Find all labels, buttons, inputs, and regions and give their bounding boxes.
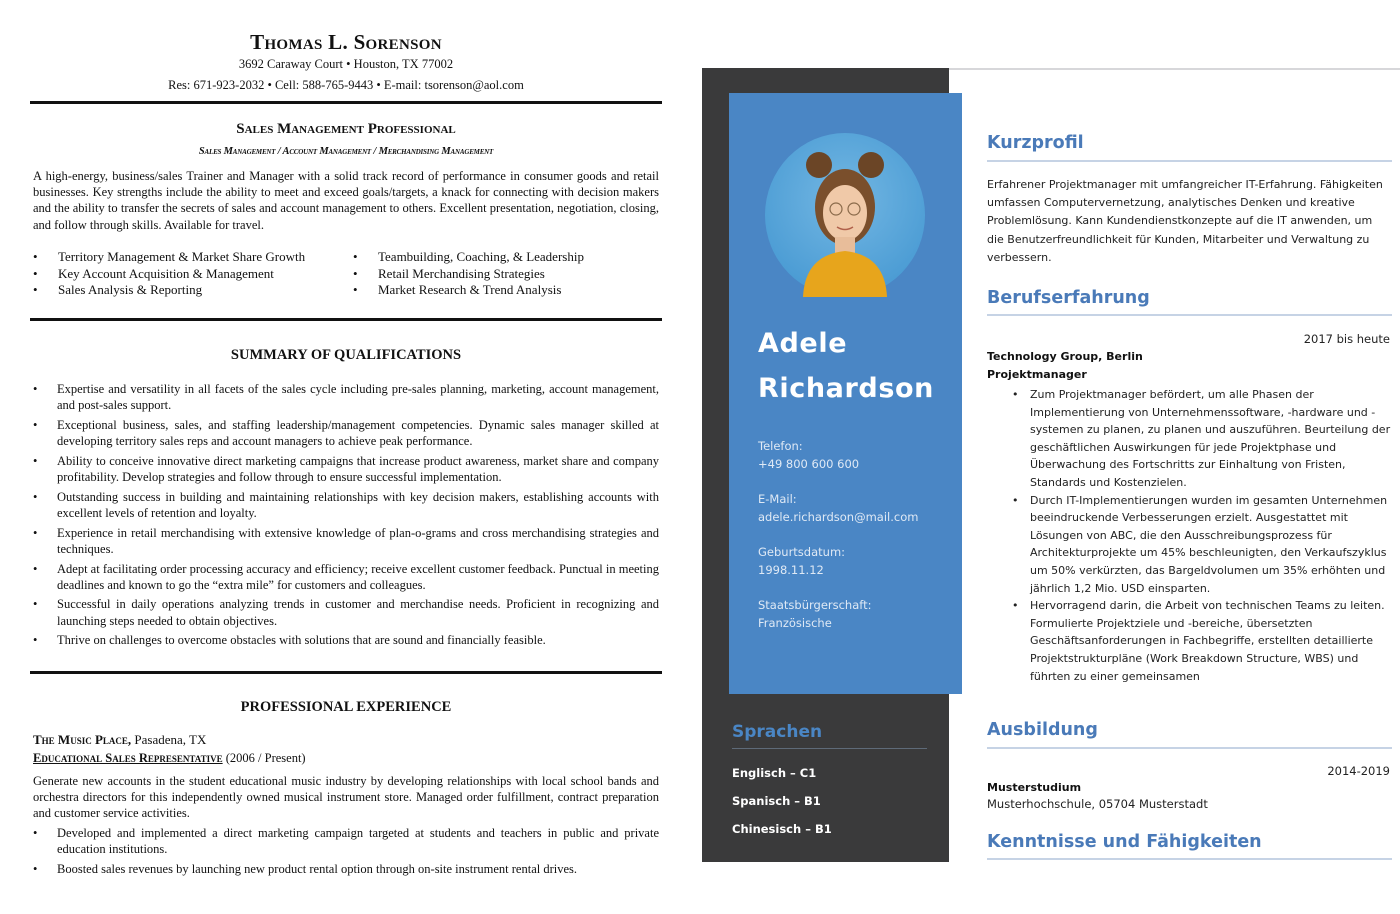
list-item <box>33 561 659 593</box>
achievements-list <box>33 825 659 881</box>
detail-label: Geburtsdatum: <box>758 545 846 559</box>
list-item-text: Adept at facilitating order processing accuracy and efficiency; receive excellent customer feedback. Punctual in meeting deadlines and known to go the “extra mile” for customers and colleagues. <box>57 561 659 592</box>
detail-value: 1998.11.12 <box>758 563 824 577</box>
bullet-icon: • <box>33 249 38 264</box>
top-border <box>949 68 1400 70</box>
experience-company: Technology Group, Berlin <box>987 350 1143 363</box>
divider <box>30 671 662 674</box>
bullet-icon: • <box>33 861 38 876</box>
resume-contact: Res: 671-923-2032 • Cell: 588-765-9443 • E-mail: tsorenson@aol.com <box>168 78 524 92</box>
skill-item <box>33 249 305 266</box>
bullet-icon: • <box>33 633 38 648</box>
detail-value: adele.richardson@mail.com <box>758 510 919 524</box>
divider <box>30 318 662 321</box>
divider <box>987 314 1392 316</box>
list-item <box>33 525 659 557</box>
company-location: Pasadena, TX <box>131 732 207 747</box>
list-item-text: Successful in daily operations analyzing trends in customer and merchandise needs. Proficient in recognizing and launching steps needed to obtain objectives. <box>57 597 659 628</box>
skill-item <box>33 282 305 299</box>
divider <box>732 748 927 749</box>
list-item-text: Thrive on challenges to overcome obstacles with solutions that are sound and financially feasible. <box>57 633 546 648</box>
list-item <box>33 861 659 877</box>
education-dates: 2014-2019 <box>1327 764 1390 778</box>
language-item: Spanisch – B1 <box>732 794 821 808</box>
detail-label: E-Mail: <box>758 492 797 506</box>
bullet-icon: • <box>33 525 38 540</box>
detail-value: +49 800 600 600 <box>758 457 860 471</box>
bullet-icon: • <box>1012 493 1019 507</box>
languages-title: Sprachen <box>732 722 823 742</box>
detail-label: Staatsbürgerschaft: <box>758 598 872 612</box>
list-item-text: Outstanding success in building and maintaining relationships with key decision makers, establishing accounts with excellent levels of retention and loyalty. <box>57 489 659 520</box>
skill-item <box>33 266 305 283</box>
qualifications-title: SUMMARY OF QUALIFICATIONS <box>230 347 462 363</box>
list-item <box>1012 492 1397 598</box>
list-item <box>33 453 659 485</box>
qualifications-list <box>33 381 659 652</box>
bullet-icon: • <box>33 489 38 504</box>
skill-label: Retail Merchandising Strategies <box>378 265 545 281</box>
bullet-icon: • <box>33 561 38 576</box>
experience-dates: 2017 bis heute <box>1303 332 1390 346</box>
list-item <box>33 381 659 413</box>
role-description: Generate new accounts in the student educational music industry by developing relationships with local school bands and orchestra directors for this independently owned musical instrument store. Managed order fulfillment, contract preparation and customer service activities. <box>33 774 659 821</box>
divider <box>30 101 662 104</box>
experience-role: Projektmanager <box>987 368 1087 381</box>
divider <box>987 858 1392 860</box>
role-line <box>33 751 306 766</box>
experience-list <box>1012 386 1397 685</box>
list-item <box>33 489 659 521</box>
divider <box>987 160 1392 162</box>
education-title: Ausbildung <box>987 720 1098 740</box>
skill-label: Market Research & Trend Analysis <box>378 282 562 298</box>
skills-column-left <box>33 249 305 299</box>
list-item <box>1012 386 1397 492</box>
resume-address: 3692 Caraway Court • Houston, TX 77002 <box>238 57 454 71</box>
bullet-icon: • <box>353 265 358 281</box>
list-item <box>33 596 659 628</box>
resume-right <box>702 68 1400 862</box>
bullet-icon: • <box>33 282 38 298</box>
list-item-text: Experience in retail merchandising with extensive knowledge of plan-o-grams and cross merchandising strategies and techniques. <box>57 525 659 556</box>
avatar-portrait-icon <box>793 151 897 297</box>
experience-title: PROFESSIONAL EXPERIENCE <box>240 699 452 715</box>
resume-subheadline: Sales Management / Account Management / Merchandising Management <box>198 146 494 157</box>
skills-title: Kenntnisse und Fähigkeiten <box>987 832 1262 852</box>
last-name: Richardson <box>758 373 934 404</box>
bullet-icon: • <box>353 249 358 264</box>
bullet-icon: • <box>1012 599 1019 613</box>
bullet-icon: • <box>33 453 38 468</box>
resume-profile: A high-energy, business/sales Trainer and Manager with a solid track record of performance in consumer goods and retail businesses. Key strengths include the ability to meet and exceed goals/targets, a knack for connecting with decision makers and the ability to transfer the secrets of sales and account management to others. Excellent presentation, negotiation, closing, and follow through skills. Available for travel. <box>33 169 659 232</box>
divider <box>987 747 1392 749</box>
avatar <box>765 133 925 297</box>
bullet-icon: • <box>353 282 358 298</box>
skill-label: Teambuilding, Coaching, & Leadership <box>378 249 584 264</box>
skill-label: Sales Analysis & Reporting <box>58 282 203 298</box>
role-dates: (2006 / Present) <box>222 751 306 765</box>
education-degree: Musterstudium <box>987 781 1082 794</box>
bullet-icon: • <box>33 826 38 840</box>
list-item <box>33 417 659 449</box>
bullet-icon: • <box>1012 388 1019 401</box>
company-line <box>33 732 206 748</box>
bullet-icon: • <box>33 265 38 281</box>
list-item-text: Boosted sales revenues by launching new product rental option through on-site instrument rental drives. <box>57 861 578 876</box>
skill-item <box>353 266 584 283</box>
list-item-text: Developed and implemented a direct marketing campaign targeted at students and teachers in public and private education institutions. <box>57 826 659 857</box>
bullet-icon: • <box>33 417 38 432</box>
bullet-icon: • <box>33 597 38 612</box>
list-item-text: Zum Projektmanager befördert, um alle Phasen der Implementierung von Unternehmenssoftware, -hardware und -systemen zu planen, zu planen und auszuführen. Beurteilung der geschäftlichen Auswirkungen für jede Projektphase und Überwachung des Fortschritts zur Einhaltung von Fristen, Standards und Kostenzielen. <box>1030 388 1391 489</box>
list-item <box>33 825 659 857</box>
list-item-text: Hervorragend darin, die Arbeit von technischen Teams zu leiten. Formulierte Projektziele und -bereiche, übersetzten Geschäftsanforderungen in Fachbegriffe, erstellten detaillierte Projektstrukturpläne (Work Breakdown Structure, WBS) und führten zu einer gemeinsamen <box>1030 599 1385 683</box>
first-name: Adele <box>758 328 848 359</box>
list-item-text: Durch IT-Implementierungen wurden im gesamten Unternehmen beeindruckende Verbesserungen erzielt. Ausgestattet mit Lösungen von ABC, die den Ausschreibungsprozess für Architekturprojekte um 45% beschleunigten, den Verkaufszyklus um 50% verkürzten, das Bargeldvolumen um 35% erhöhten und jährlich 1,2 Mio. USD einsparten. <box>1030 493 1388 595</box>
profile-title: Kurzprofil <box>987 133 1084 153</box>
list-item <box>1012 597 1397 685</box>
list-item-text: Exceptional business, sales, and staffing leadership/management competencies. Dynamic sales manager skilled at developing territory sales reps and account managers to achieve peak performance. <box>57 417 659 449</box>
company-name: The Music Place, <box>33 732 132 747</box>
profile-text: Erfahrener Projektmanager mit umfangreicher IT-Erfahrung. Fähigkeiten umfassen Computervernetzung, analytisches Denken und kreative Problemlösung. Kann Kundendienstkonzepte auf die IT anwenden, um die Benutzerfreundlichkeit für Kunden, Mitarbeiter und Verwaltung zu verbessern. <box>987 178 1383 264</box>
skill-item <box>353 249 584 266</box>
list-item-text: Expertise and versatility in all facets of the sales cycle including pre-sales planning, marketing, account management, and post-sales support. <box>57 382 659 413</box>
detail-value: Französische <box>758 616 832 630</box>
detail-label: Telefon: <box>758 439 803 453</box>
skill-item <box>353 282 584 299</box>
education-school: Musterhochschule, 05704 Musterstadt <box>987 797 1208 811</box>
role-title: Educational Sales Representative <box>33 751 223 765</box>
skill-label: Territory Management & Market Share Growth <box>58 249 306 264</box>
resume-name: Thomas L. Sorenson <box>250 30 442 54</box>
bullet-icon: • <box>33 382 38 396</box>
list-item-text: Ability to conceive innovative direct marketing campaigns that increase product awareness, market share and company profitability. Develop strategies and follow through to ensure successful implementation. <box>57 453 659 485</box>
list-item <box>33 632 659 648</box>
resume-headline: Sales Management Professional <box>236 121 456 137</box>
language-item: Chinesisch – B1 <box>732 822 832 836</box>
experience-title: Berufserfahrung <box>987 288 1150 308</box>
skill-label: Key Account Acquisition & Management <box>58 265 274 281</box>
skills-column-right <box>353 249 584 299</box>
language-item: Englisch – C1 <box>732 766 817 780</box>
